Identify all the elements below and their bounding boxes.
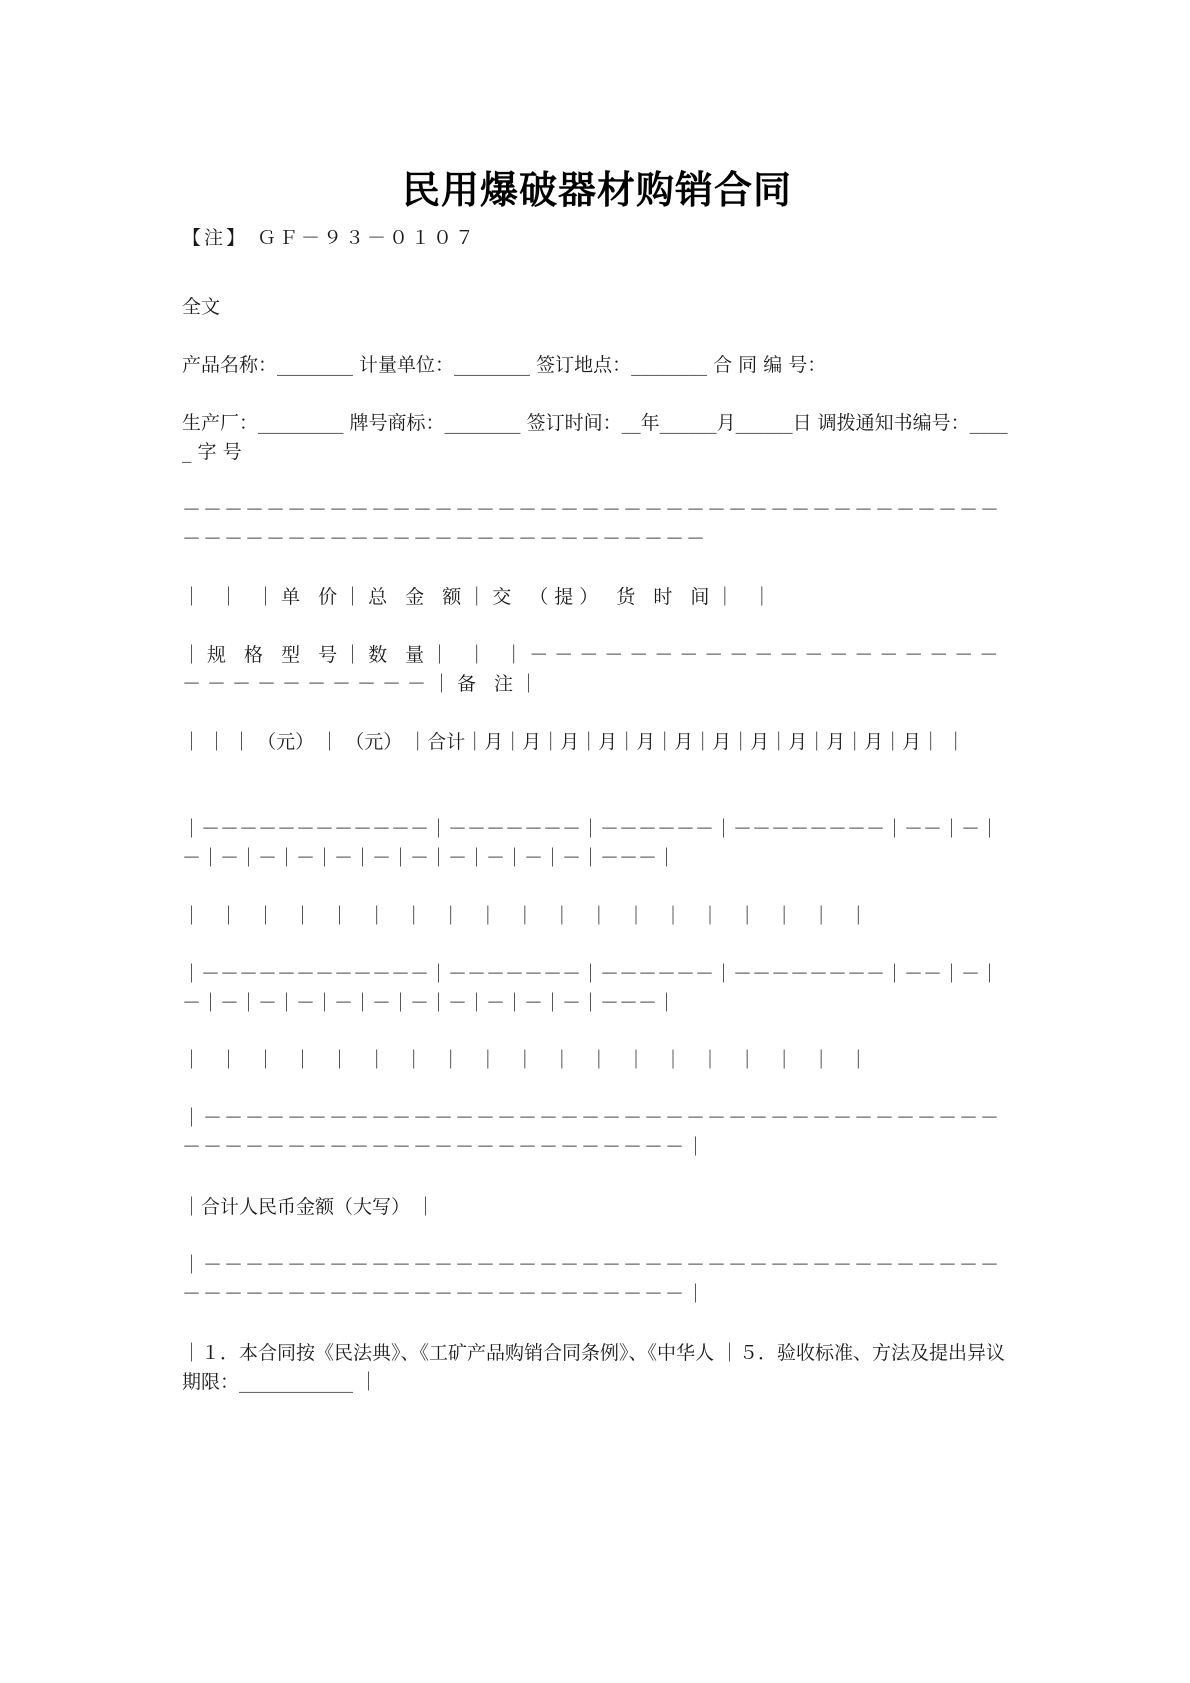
header-fields-line2: 生产厂：_________ 牌号商标：________ 签订时间：__年______月______日 调拨通知书编号：_____ 字 号 — [182, 412, 1008, 463]
table-top-border: －－－－－－－－－－－－－－－－－－－－－－－－－－－－－－－－－－－－－－－－－－－－－－－－－－－－－－－－－－－－－－－－ — [182, 499, 1002, 550]
header-fields-line1: 产品名称：________ 计量单位：________ 签订地点：________ 合 同 编 号： — [182, 354, 827, 376]
total-amount-row: ｜合计人民币金额（大写） ｜ — [182, 1196, 436, 1218]
table-full-separator: ｜－－－－－－－－－－－－－－－－－－－－－－－－－－－－－－－－－－－－－－－－－－－－－－－－－－－－－－－－－－－－－－｜ — [182, 1254, 1002, 1305]
table-header-row2: ｜规 格 型 号｜数 量｜ ｜ ｜－－－－－－－－－－－－－－－－－－－－－－－－－－－－－｜备 注｜ — [182, 644, 1005, 695]
document-title: 民用爆破器材购销合同 — [401, 168, 792, 212]
table-full-separator: ｜－－－－－－－－－－－－－－－－－－－－－－－－－－－－－－－－－－－－－－－－－－－－－－－－－－－－－－－－－－－－－－｜ — [182, 1107, 1002, 1158]
table-empty-row: ｜ ｜ ｜ ｜ ｜ ｜ ｜ ｜ ｜ ｜ ｜ ｜ ｜ ｜ ｜ ｜ ｜ ｜ ｜ — [182, 905, 874, 927]
document-note: 【注】 ＧＦ－９３－０１０７ — [182, 227, 478, 249]
table-separator: ｜－－－－－－－－－－－－｜－－－－－－－｜－－－－－－｜－－－－－－－－｜－－｜－｜－｜－｜－｜－｜－｜－｜－｜－｜－｜－｜－｜－－－｜ — [182, 818, 1000, 869]
section-label: 全文 — [182, 296, 221, 318]
table-header-row3: ｜ ｜ ｜ （元） ｜ （元） ｜合计｜月｜月｜月｜月｜月｜月｜月｜月｜月｜月｜月｜月｜ ｜ — [182, 731, 966, 753]
table-empty-row: ｜ ｜ ｜ ｜ ｜ ｜ ｜ ｜ ｜ ｜ ｜ ｜ ｜ ｜ ｜ ｜ ｜ ｜ ｜ — [182, 1049, 874, 1071]
table-separator: ｜－－－－－－－－－－－－｜－－－－－－－｜－－－－－－｜－－－－－－－－｜－－｜－｜－｜－｜－｜－｜－｜－｜－｜－｜－｜－｜－｜－－－｜ — [182, 963, 1000, 1014]
clause-row: ｜１．本合同按《民法典》、《工矿产品购销合同条例》、《中华人 ｜５．验收标准、方法及提出异议期限：____________ ｜ — [182, 1342, 1006, 1393]
table-header-row1: ｜ ｜ ｜单 价｜总 金 额｜交 （提） 货 时 间｜ ｜ — [182, 586, 778, 608]
